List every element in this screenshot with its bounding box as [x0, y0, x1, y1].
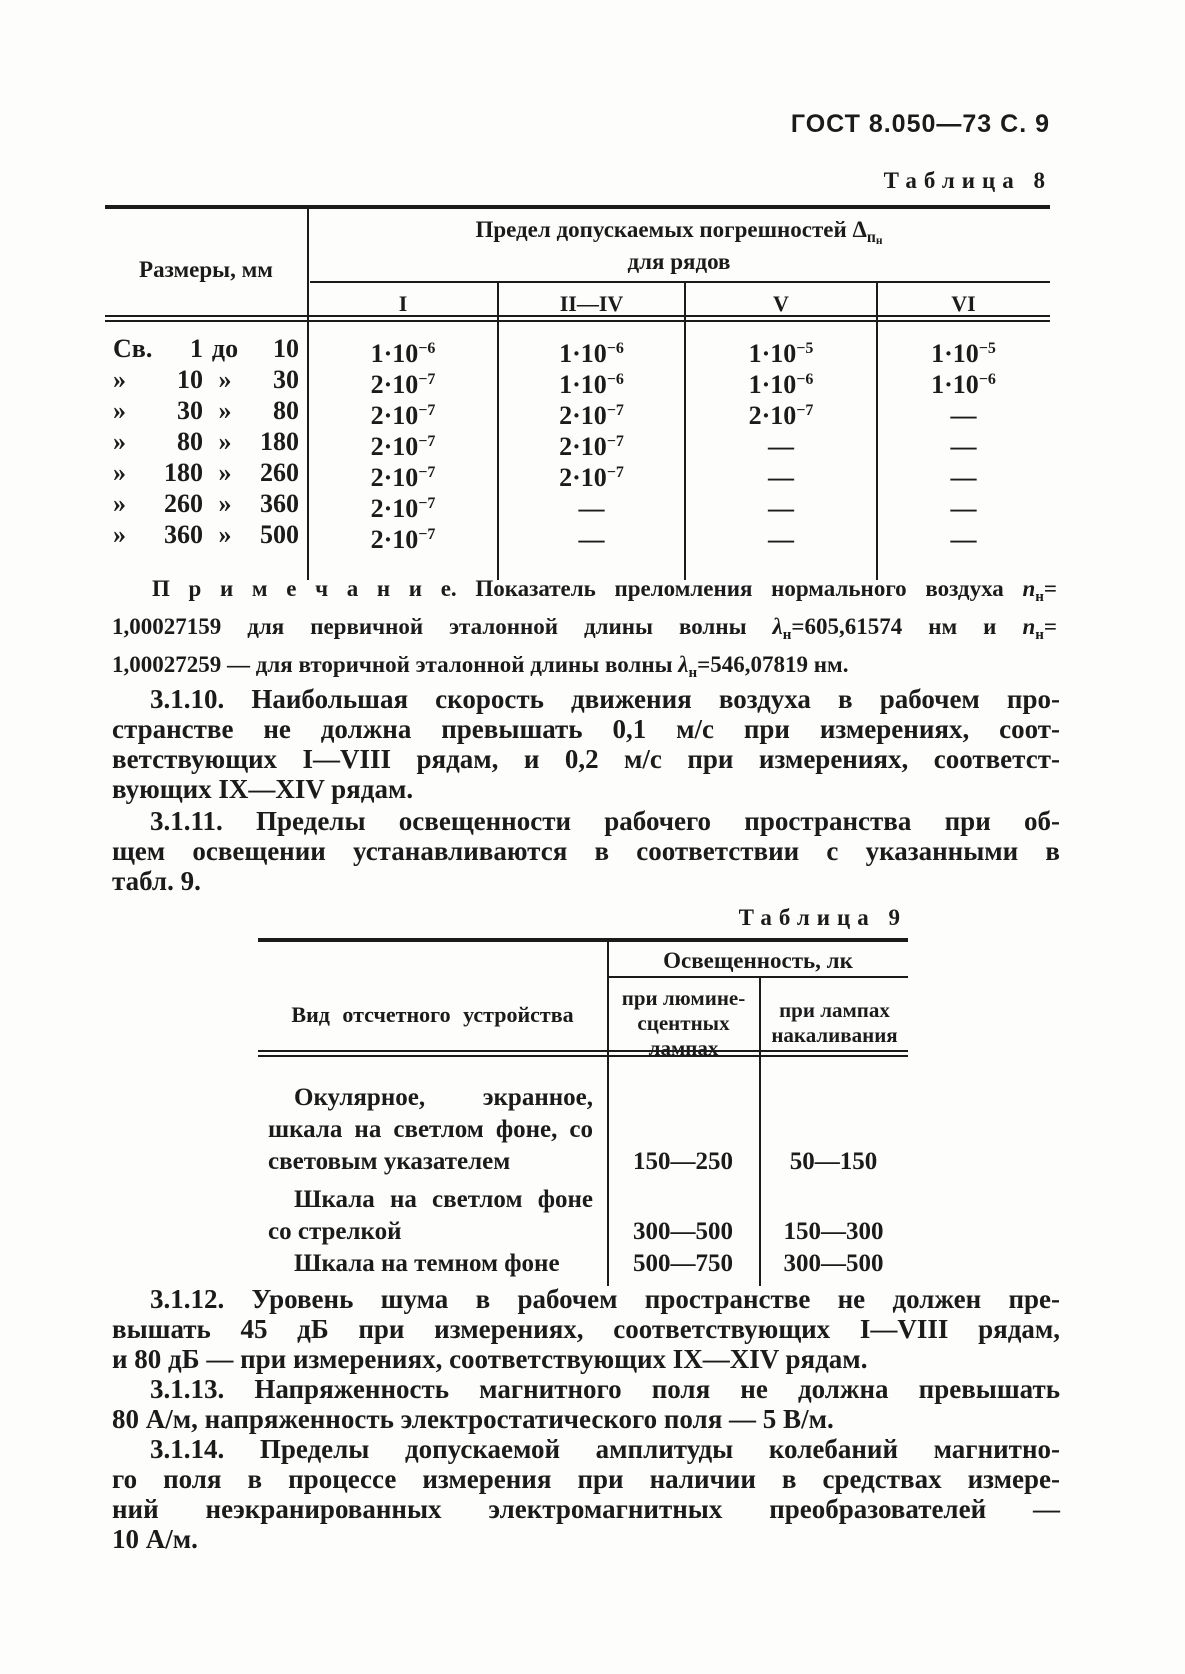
table9-span-header: Освещенность, лк	[663, 948, 853, 973]
table8-col-header-V: V	[773, 291, 789, 316]
size-range-cell	[105, 519, 308, 550]
value-mantissa: —	[768, 432, 794, 461]
device-type-cell	[258, 1184, 607, 1248]
subheader-line: при люмине-	[621, 986, 746, 1010]
range-from: 360	[164, 520, 203, 549]
value-mantissa: —	[950, 494, 977, 523]
table-cell	[685, 364, 877, 399]
table-cell	[877, 457, 1050, 492]
label-line: Шкала на светлом фоне	[294, 1186, 593, 1213]
range-mid: до	[211, 334, 239, 363]
table8-top-border	[105, 205, 1050, 209]
table-cell: 150—300	[783, 1218, 884, 1245]
note-text: =546,07819 нм.	[697, 652, 849, 677]
table-cell	[308, 457, 498, 492]
value-mantissa: 1·10	[748, 339, 797, 368]
table-cell	[685, 457, 877, 492]
text-line: 80 А/м, напряженность электростатического поля — 5 В/м.	[112, 1404, 834, 1434]
range-mid: »	[218, 396, 232, 425]
table-cell	[685, 519, 877, 554]
value-mantissa: 2·10	[748, 401, 797, 430]
value-exponent: −5	[796, 340, 814, 357]
table-cell	[877, 333, 1050, 368]
value-mantissa: —	[950, 432, 977, 461]
table-cell	[498, 426, 685, 461]
value-mantissa: 1·10	[559, 339, 607, 368]
size-range-cell	[105, 364, 308, 395]
table-cell: 500—750	[633, 1250, 733, 1277]
lambda-symbol: λ	[772, 614, 783, 639]
table9-double-rule	[258, 1050, 908, 1057]
bottom-paragraphs	[112, 1284, 1060, 1554]
value-exponent: −6	[418, 340, 436, 357]
text-line: вующих IX—XIV рядам.	[112, 774, 414, 804]
value-mantissa: 1·10	[931, 370, 979, 399]
range-from: 260	[164, 489, 203, 518]
table-row	[258, 1184, 908, 1248]
range-lead: »	[113, 489, 126, 518]
page-title: ГОСТ 8.050—73 С. 9	[790, 110, 1050, 138]
range-mid: »	[218, 489, 232, 518]
text-line: 3.1.14. Пределы допускаемой амплитуды колебаний магнитно-	[150, 1434, 1060, 1464]
text-line: го поля в процессе измерения при наличии в средствах измере-	[112, 1464, 1060, 1494]
range-lead: Св.	[113, 334, 153, 363]
table-row	[105, 333, 1050, 368]
device-type-cell	[258, 1248, 607, 1280]
table-cell	[877, 395, 1050, 430]
text-line: ний неэкранированных электромагнитных преобразователей —	[112, 1494, 1060, 1524]
text-line: ветствующих I—VIII рядам, и 0,2 м/с при измерениях, соответст-	[112, 744, 1060, 774]
value-mantissa: 1·10	[370, 339, 419, 368]
value-exponent: −6	[796, 371, 814, 388]
table9-top-border	[258, 938, 908, 942]
table8-col-header-II-IV: II—IV	[559, 291, 624, 316]
table-8	[105, 205, 1050, 580]
n-subscript: н	[1035, 627, 1044, 643]
table-cell	[498, 519, 685, 554]
value-exponent: −6	[978, 371, 996, 388]
range-from: 80	[177, 427, 203, 456]
delta-subscript: п	[866, 229, 876, 246]
table9-subheader-incandescent	[761, 998, 908, 1048]
value-exponent: −6	[606, 371, 624, 388]
table-row	[258, 1082, 908, 1178]
delta-subsubscript: н	[875, 235, 883, 248]
table8-body	[105, 333, 1050, 554]
range-to: 180	[260, 427, 299, 456]
range-from: 1	[190, 334, 203, 363]
value-exponent: −7	[418, 371, 436, 388]
lambda-subscript: н	[782, 627, 792, 643]
range-mid: »	[218, 458, 232, 487]
range-from: 10	[177, 365, 203, 394]
value-mantissa: 2·10	[370, 525, 419, 554]
table8-caption: Таблица 8	[883, 168, 1052, 193]
value-mantissa: 2·10	[370, 463, 419, 492]
note-line	[112, 574, 1057, 612]
text-line: странстве не должна превышать 0,1 м/с при измерениях, соот-	[112, 714, 1060, 744]
table-row	[105, 426, 1050, 461]
table-row	[105, 364, 1050, 399]
value-mantissa: —	[950, 525, 977, 554]
range-lead: »	[113, 365, 126, 394]
table-cell	[308, 364, 498, 399]
subheader-line: при лампах	[779, 998, 890, 1022]
table-cell	[498, 364, 685, 399]
table-cell	[685, 333, 877, 368]
text-line: 3.1.13. Напряженность магнитного поля не должна превышать	[150, 1374, 1060, 1404]
text-line: вышать 45 дБ при измерениях, соответствующих I—VIII рядам,	[112, 1314, 1060, 1344]
range-to: 360	[260, 489, 299, 518]
table8-col1-header: Размеры, мм	[139, 257, 273, 282]
table-row	[105, 488, 1050, 523]
table-cell	[308, 333, 498, 368]
range-lead: »	[113, 458, 126, 487]
value-mantissa: —	[950, 401, 977, 430]
note-text: =	[1043, 576, 1057, 601]
table-cell: 300—500	[783, 1250, 884, 1277]
table-9	[258, 938, 908, 1286]
range-mid: »	[218, 520, 232, 549]
lambda-subscript: н	[688, 665, 698, 681]
table9-col1-header: Вид отсчетного устройства	[291, 1002, 574, 1027]
range-to: 80	[273, 396, 299, 425]
table-cell	[877, 426, 1050, 461]
note-text: 1,00027159 для первичной эталонной длины волны	[112, 614, 773, 639]
text-line: табл. 9.	[112, 866, 201, 896]
note-text: П р и м е ч а н и е. Показатель преломления нормального воздуха	[152, 576, 1023, 601]
range-lead: »	[113, 427, 126, 456]
range-lead: »	[113, 520, 126, 549]
n-symbol: n	[1022, 576, 1036, 601]
size-range-cell	[105, 457, 308, 488]
span-header-text: Предел допускаемых погрешностей Δ	[475, 217, 867, 242]
value-exponent: −7	[418, 402, 436, 419]
label-line: Окулярное, экранное,	[294, 1084, 593, 1111]
note-line	[112, 612, 1057, 650]
value-exponent: −5	[978, 340, 996, 357]
note-line	[112, 650, 1057, 688]
note-paragraph	[112, 574, 1057, 688]
value-exponent: −7	[418, 495, 436, 512]
table-cell: 50—150	[789, 1148, 878, 1175]
table8-span-header	[308, 217, 1050, 247]
value-exponent: −6	[606, 340, 624, 357]
value-mantissa: 2·10	[559, 463, 607, 492]
subheader-line: лампах	[648, 1036, 719, 1060]
table9-body	[258, 1058, 908, 1280]
table9-header-rule	[608, 976, 908, 978]
paragraph-3-1-10	[112, 684, 1060, 804]
table-cell	[877, 364, 1050, 399]
size-range-cell	[105, 333, 308, 364]
value-mantissa: 2·10	[559, 432, 607, 461]
value-mantissa: 1·10	[559, 370, 607, 399]
table-row	[105, 395, 1050, 430]
value-mantissa: —	[768, 463, 794, 492]
label-line: Шкала на темном фоне	[294, 1250, 560, 1277]
subheader-line: сцентных	[637, 1011, 730, 1035]
table8-col-header-VI: VI	[951, 291, 976, 316]
value-mantissa: 2·10	[370, 401, 419, 430]
range-mid: »	[218, 365, 232, 394]
text-line: 10 А/м.	[112, 1524, 198, 1554]
value-exponent: −7	[418, 464, 436, 481]
size-range-cell	[105, 426, 308, 457]
n-symbol: n	[1022, 614, 1036, 639]
table-row	[105, 457, 1050, 492]
table8-header-rule	[310, 281, 1050, 283]
note-text: =	[1043, 614, 1057, 639]
table-cell	[877, 519, 1050, 554]
value-exponent: −7	[606, 402, 624, 419]
table-cell	[308, 519, 498, 554]
table-cell	[685, 395, 877, 430]
table-cell	[308, 426, 498, 461]
table-cell	[498, 457, 685, 492]
value-mantissa: —	[578, 494, 605, 523]
value-mantissa: 1·10	[748, 370, 797, 399]
value-mantissa: 2·10	[370, 432, 419, 461]
range-to: 30	[273, 365, 299, 394]
range-from: 30	[177, 396, 203, 425]
range-mid: »	[218, 427, 232, 456]
range-from: 180	[164, 458, 203, 487]
table-cell	[308, 395, 498, 430]
table8-span-header-line2: для рядов	[627, 249, 731, 274]
table-cell	[685, 488, 877, 523]
value-mantissa: —	[768, 525, 794, 554]
label-line: шкала на светлом фоне, со	[268, 1116, 593, 1143]
n-subscript: н	[1035, 589, 1044, 605]
text-line: и 80 дБ — при измерениях, соответствующих IX—XIV рядам.	[112, 1344, 868, 1374]
label-line: световым указателем	[268, 1148, 511, 1175]
range-to: 260	[260, 458, 299, 487]
note-text: 1,00027259 — для вторичной эталонной длины волны	[112, 652, 679, 677]
note-text: =605,61574 нм и	[791, 614, 1023, 639]
paragraph-3-1-11	[112, 806, 1060, 896]
table8-col-header-I: I	[398, 291, 408, 316]
value-mantissa: —	[578, 525, 605, 554]
lambda-symbol: λ	[678, 652, 689, 677]
subheader-line: накаливания	[771, 1023, 898, 1047]
table9-caption: Таблица 9	[738, 905, 907, 930]
table-cell	[308, 488, 498, 523]
table-cell	[498, 395, 685, 430]
text-line: 3.1.10. Наибольшая скорость движения воздуха в рабочем про-	[150, 684, 1060, 714]
value-exponent: −7	[796, 402, 814, 419]
text-line: 3.1.12. Уровень шума в рабочем пространстве не должен пре-	[150, 1284, 1060, 1314]
range-to: 500	[260, 520, 299, 549]
range-lead: »	[113, 396, 126, 425]
value-exponent: −7	[606, 433, 624, 450]
table-cell: 300—500	[633, 1218, 733, 1245]
value-mantissa: 1·10	[931, 339, 979, 368]
value-exponent: −7	[606, 464, 624, 481]
size-range-cell	[105, 395, 308, 426]
value-mantissa: 2·10	[370, 494, 419, 523]
text-line: щем освещении устанавливаются в соответствии с указанными в	[112, 836, 1060, 866]
value-exponent: −7	[418, 433, 436, 450]
value-mantissa: —	[768, 494, 794, 523]
table-cell	[498, 333, 685, 368]
value-mantissa: —	[950, 463, 977, 492]
table-row	[105, 519, 1050, 554]
table-cell: 150—250	[633, 1148, 733, 1175]
value-mantissa: 2·10	[559, 401, 607, 430]
device-type-cell	[258, 1082, 607, 1178]
label-line: со стрелкой	[268, 1218, 402, 1245]
range-to: 10	[273, 334, 299, 363]
value-mantissa: 2·10	[370, 370, 419, 399]
value-exponent: −7	[418, 526, 436, 543]
text-line: 3.1.11. Пределы освещенности рабочего пространства при об-	[150, 806, 1060, 836]
table-row	[258, 1248, 908, 1280]
size-range-cell	[105, 488, 308, 519]
table-cell	[498, 488, 685, 523]
table-cell	[685, 426, 877, 461]
table-cell	[877, 488, 1050, 523]
